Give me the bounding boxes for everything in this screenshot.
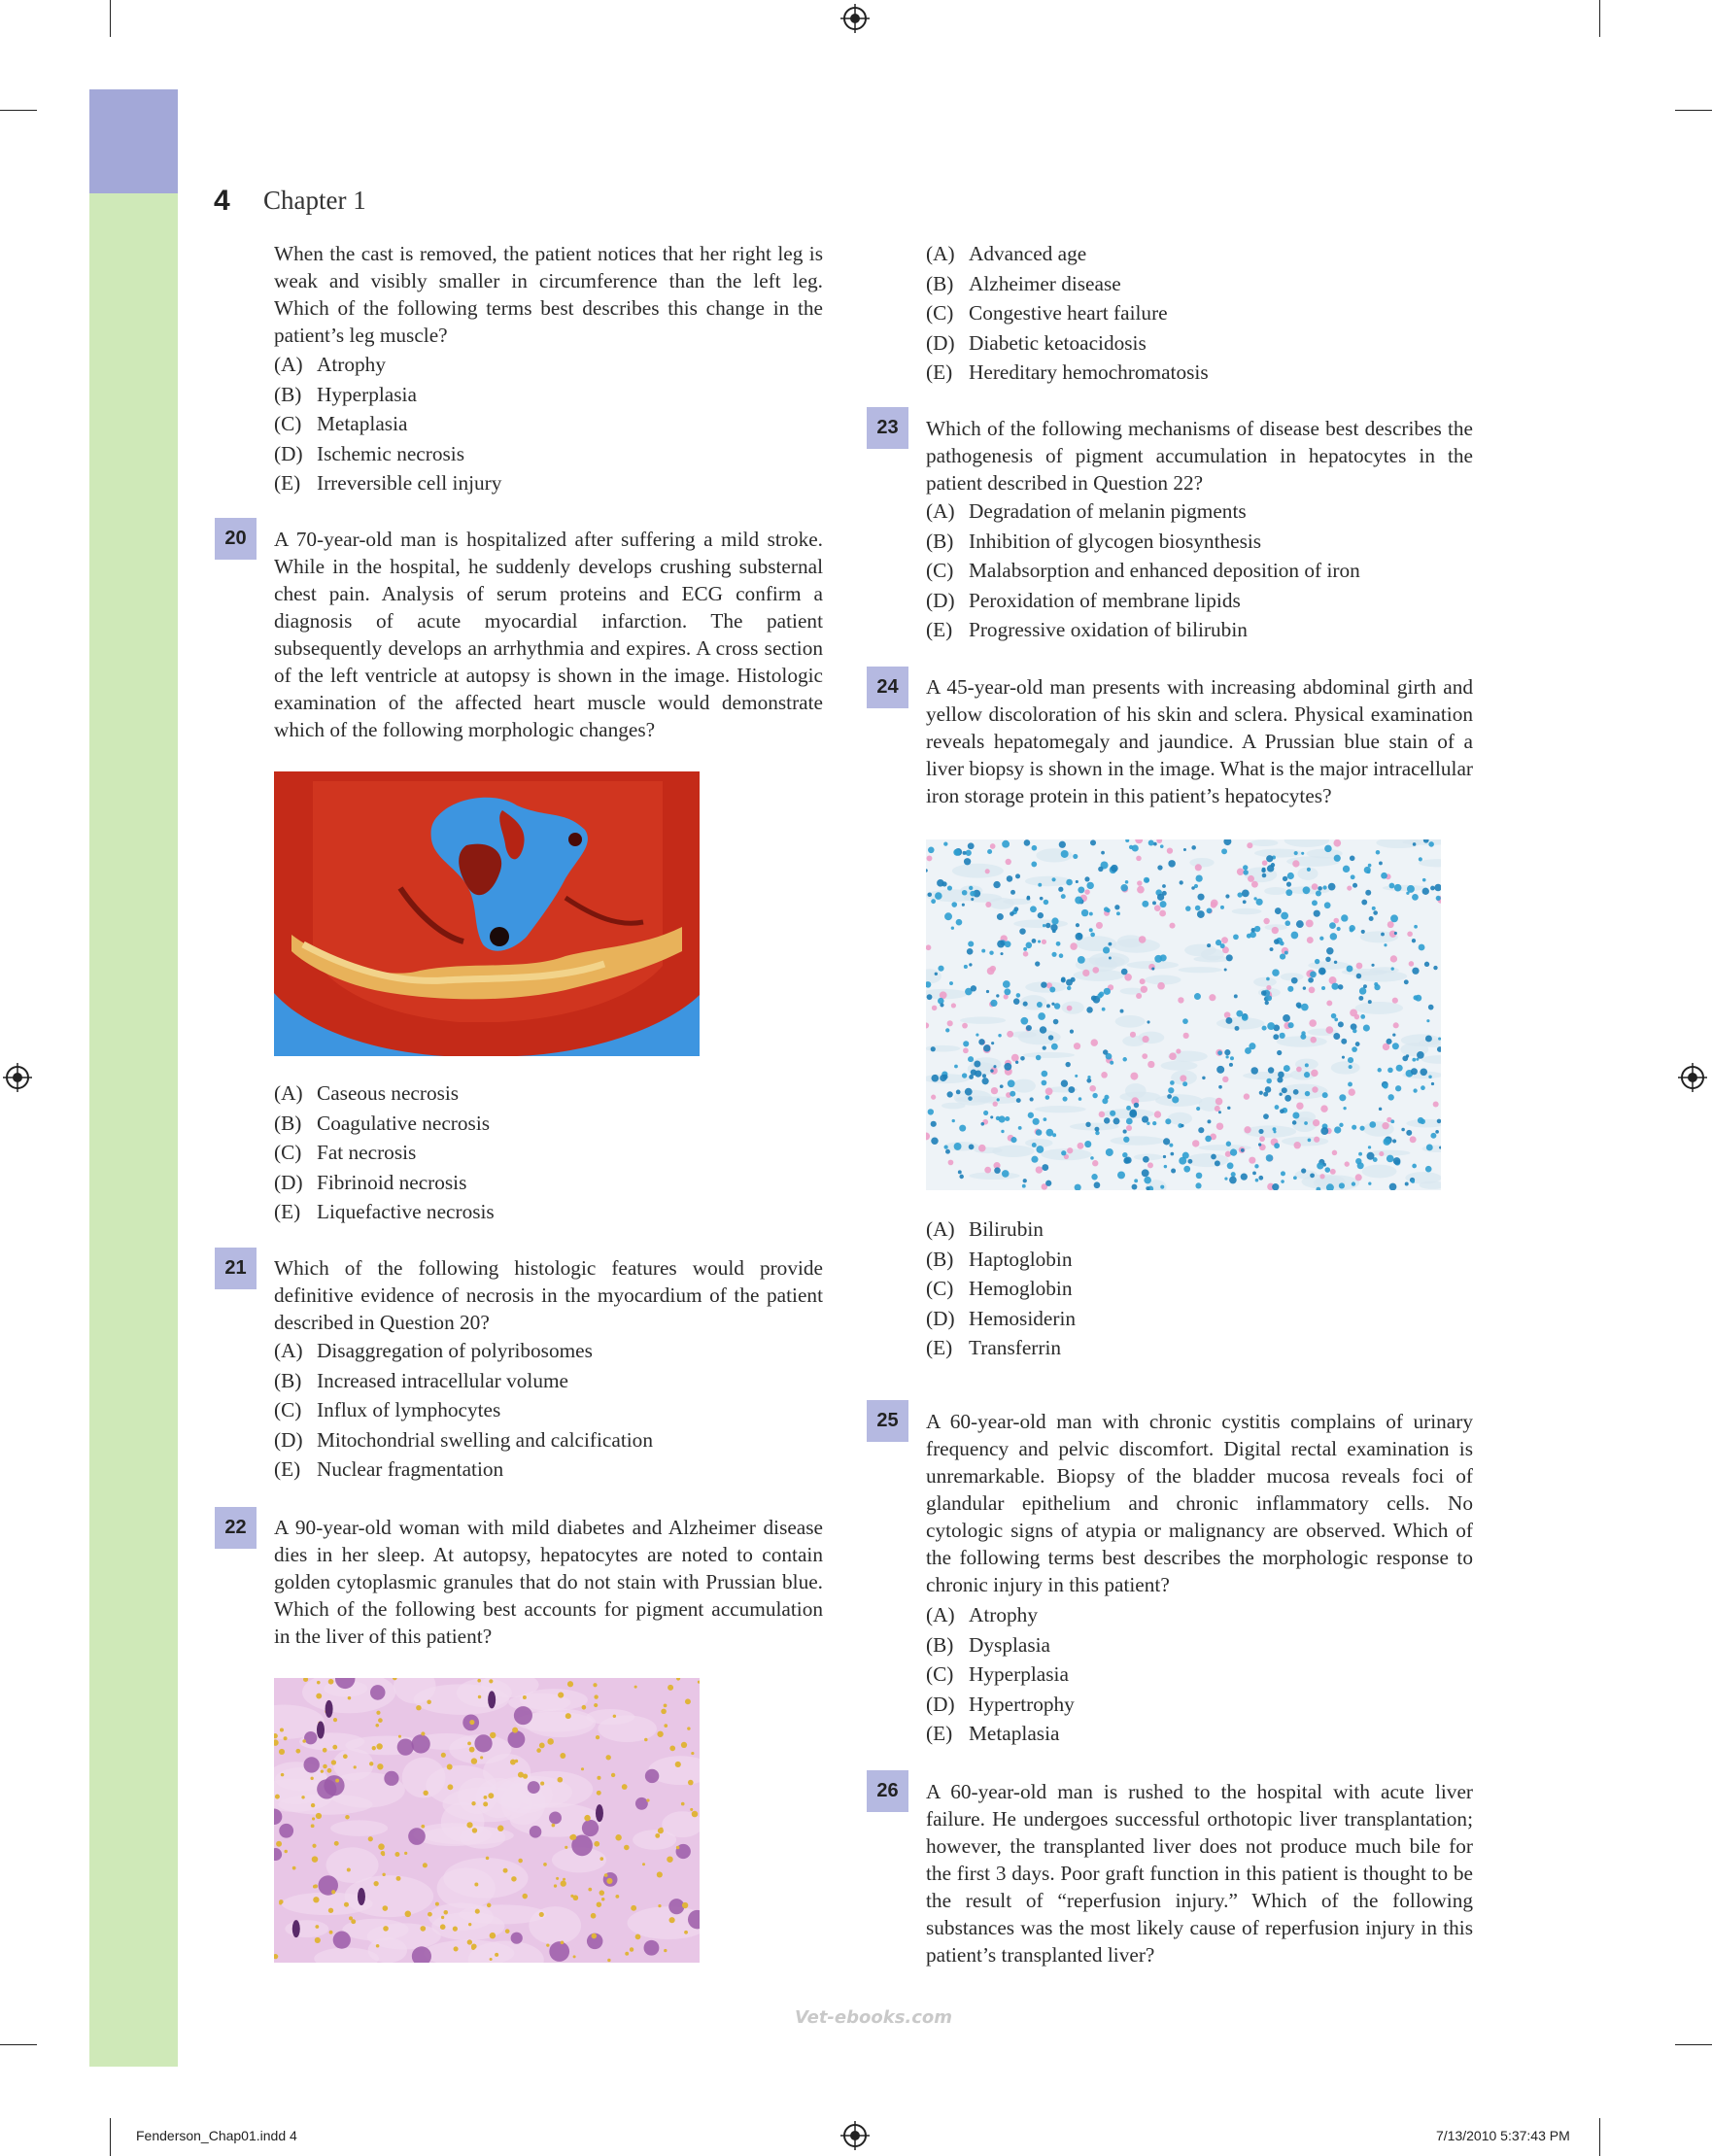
option-text: Liquefactive necrosis	[317, 1200, 495, 1223]
option-text: Malabsorption and enhanced deposition of iron	[969, 559, 1360, 582]
crop-mark	[0, 2044, 37, 2045]
option-letter: (A)	[274, 353, 303, 376]
option-letter: (A)	[926, 1217, 955, 1241]
option-letter: (B)	[926, 1247, 954, 1271]
option-letter: (C)	[274, 1141, 302, 1164]
question-19-options	[274, 350, 501, 498]
option-letter: (D)	[274, 1427, 303, 1452]
option-letter: (D)	[926, 588, 955, 612]
option-letter: (D)	[926, 330, 955, 355]
registration-mark-icon	[840, 2121, 870, 2150]
question-19-stem: When the cast is removed, the patient notices that her right leg is weak and visibly smaller in circumference than the left leg. Which of the following terms best describes this change in the patient’s leg muscle?	[274, 242, 823, 347]
option-letter: (C)	[926, 1277, 954, 1300]
option-letter: (E)	[274, 471, 301, 495]
answer-option	[926, 269, 1209, 299]
question-22-stem: A 90-year-old woman with mild diabetes and Alzheimer disease dies in her sleep. At autopsy, hepatocytes are noted to contain golden cytoplasmic granules that do not stain with Prussian blue. Which of the following best accounts for pigment accumulation in the liver of this patient?	[274, 1516, 823, 1648]
question-20-options	[274, 1078, 495, 1227]
answer-option	[926, 1333, 1076, 1363]
answer-option	[926, 358, 1209, 388]
crop-mark	[0, 110, 37, 111]
question-21-stem: Which of the following histologic features would provide definitive evidence of necrosis in the myocardium of the patient described in Question 20?	[274, 1256, 823, 1334]
option-letter: (D)	[926, 1306, 955, 1330]
option-letter: (E)	[926, 1722, 953, 1745]
option-letter: (E)	[274, 1200, 301, 1223]
option-text: Nuclear fragmentation	[317, 1457, 504, 1481]
option-text: Atrophy	[317, 353, 386, 376]
option-letter: (E)	[926, 360, 953, 384]
option-letter: (B)	[274, 1111, 302, 1135]
chapter-tab-bar	[89, 89, 178, 193]
option-text: Mitochondrial swelling and calcification	[317, 1427, 653, 1452]
answer-option	[274, 1138, 495, 1168]
answer-option	[926, 298, 1209, 328]
question-number-badge: 21	[215, 1248, 257, 1289]
answer-option	[274, 380, 501, 410]
option-text: Diabetic ketoacidosis	[969, 330, 1147, 355]
option-text: Ischemic necrosis	[317, 441, 464, 465]
answer-option	[274, 1454, 653, 1485]
option-letter: (C)	[274, 1398, 302, 1421]
question-number-badge: 20	[215, 518, 257, 560]
answer-option	[926, 1304, 1076, 1334]
option-letter: (E)	[274, 1457, 301, 1481]
option-text: Metaplasia	[969, 1722, 1060, 1745]
answer-option	[274, 468, 501, 498]
crop-mark	[1675, 2044, 1712, 2045]
option-letter: (E)	[926, 1336, 953, 1359]
answer-option	[926, 1600, 1075, 1630]
answer-option	[274, 1197, 495, 1227]
answer-option	[926, 586, 1360, 616]
answer-option	[274, 1425, 653, 1455]
option-text: Peroxidation of membrane lipids	[969, 588, 1241, 612]
crop-mark	[1675, 110, 1712, 111]
option-text: Atrophy	[969, 1603, 1038, 1626]
option-text: Coagulative necrosis	[317, 1111, 491, 1135]
registration-mark-icon	[3, 1063, 32, 1092]
option-text: Hemoglobin	[969, 1277, 1073, 1300]
registration-mark-icon	[1678, 1063, 1707, 1092]
option-letter: (C)	[274, 412, 302, 435]
prussian-blue-stain-image	[926, 839, 1441, 1190]
question-number-badge: 22	[215, 1507, 257, 1549]
question-number-badge: 23	[867, 407, 908, 449]
crop-mark	[1599, 0, 1600, 37]
question-25-options	[926, 1600, 1075, 1749]
answer-option	[274, 350, 501, 380]
option-text: Increased intracellular volume	[317, 1368, 568, 1392]
footer-file-name: Fenderson_Chap01.indd 4	[136, 2128, 297, 2143]
option-letter: (A)	[926, 1603, 955, 1626]
option-letter: (B)	[274, 1368, 302, 1392]
option-text: Disaggregation of polyribosomes	[317, 1339, 593, 1362]
answer-option	[926, 1719, 1075, 1749]
option-letter: (B)	[926, 271, 954, 295]
option-text: Hyperplasia	[969, 1662, 1069, 1686]
option-letter: (E)	[926, 618, 953, 641]
question-24-stem: A 45-year-old man presents with increasing abdominal girth and yellow discoloration of his skin and sclera. Physical examination reveals hepatomegaly and jaundice. A Prussian blue stain of a liver biopsy is shown in the image. What is the major intracellular iron storage protein in this patient’s hepatocytes?	[926, 675, 1473, 807]
question-22-options	[926, 239, 1209, 388]
question-21-options	[274, 1336, 653, 1485]
option-text: Irreversible cell injury	[317, 471, 502, 495]
option-letter: (A)	[274, 1339, 303, 1362]
question-number-badge: 24	[867, 667, 908, 708]
answer-option	[926, 1245, 1076, 1275]
option-text: Hemosiderin	[969, 1306, 1077, 1330]
option-text: Advanced age	[969, 242, 1087, 265]
option-letter: (D)	[926, 1692, 955, 1716]
watermark: Vet-ebooks.com	[795, 2007, 953, 2028]
question-26-stem: A 60-year-old man is rushed to the hospital with acute liver failure. He undergoes successful orthotopic liver transplantation; however, the transplanted liver does not produce much bile for the first 3 days. Poor graft function in this patient is thought to be the result of “reperfusion injury.” Which of the following substances was the most likely cause of reperfusion injury in this patient’s transplanted liver?	[926, 1780, 1473, 1967]
answer-option	[274, 1109, 495, 1139]
option-text: Influx of lymphocytes	[317, 1398, 501, 1421]
option-letter: (A)	[926, 242, 955, 265]
option-letter: (C)	[926, 1662, 954, 1686]
question-20-stem: A 70-year-old man is hospitalized after suffering a mild stroke. While in the hospital, he suddenly develops crushing substernal chest pain. Analysis of serum proteins and ECG confirm a diagnosis of acute myocardial infarction. The patient subsequently develops an arrhythmia and expires. A cross section of the left ventricle at autopsy is shown in the image. Histologic examination of the affected heart muscle would demonstrate which of the following morphologic changes?	[274, 528, 823, 741]
option-text: Hypertrophy	[969, 1692, 1075, 1716]
question-24-options	[926, 1215, 1076, 1363]
answer-option	[274, 1168, 495, 1198]
answer-option	[926, 328, 1209, 359]
option-text: Alzheimer disease	[969, 271, 1121, 295]
option-text: Fat necrosis	[317, 1141, 417, 1164]
option-text: Haptoglobin	[969, 1247, 1073, 1271]
option-letter: (B)	[926, 529, 954, 553]
question-number-badge: 26	[867, 1770, 908, 1812]
answer-option	[926, 1274, 1076, 1304]
chapter-title: Chapter 1	[263, 186, 366, 215]
option-letter: (C)	[926, 559, 954, 582]
option-text: Hereditary hemochromatosis	[969, 360, 1209, 384]
answer-option	[274, 439, 501, 469]
option-letter: (A)	[926, 499, 955, 523]
answer-option	[274, 1336, 653, 1366]
answer-option	[926, 527, 1360, 557]
question-23-stem: Which of the following mechanisms of disease best describes the pathogenesis of pigment accumulation in hepatocytes in the patient described in Question 22?	[926, 417, 1473, 495]
crop-mark	[110, 0, 111, 37]
option-text: Bilirubin	[969, 1217, 1044, 1241]
answer-option	[274, 1078, 495, 1109]
option-letter: (B)	[274, 382, 302, 406]
crop-mark	[1599, 2118, 1600, 2156]
margin-color-bar	[89, 193, 178, 2067]
option-letter: (D)	[274, 1170, 303, 1194]
answer-option	[926, 1630, 1075, 1660]
option-text: Transferrin	[969, 1336, 1062, 1359]
footer-timestamp: 7/13/2010 5:37:43 PM	[1436, 2128, 1570, 2143]
option-text: Congestive heart failure	[969, 301, 1168, 325]
answer-option	[926, 496, 1360, 527]
answer-option	[274, 409, 501, 439]
answer-option	[926, 556, 1360, 586]
option-letter: (C)	[926, 301, 954, 325]
option-text: Progressive oxidation of bilirubin	[969, 618, 1248, 641]
option-text: Degradation of melanin pigments	[969, 499, 1247, 523]
option-text: Hyperplasia	[317, 382, 417, 406]
option-text: Inhibition of glycogen biosynthesis	[969, 529, 1262, 553]
question-23-options	[926, 496, 1360, 645]
question-25-stem: A 60-year-old man with chronic cystitis complains of urinary frequency and pelvic discomfort. Digital rectal examination is unremarkable. Biopsy of the bladder mucosa reveals foci of glandular epithelium and chronic inflammatory cells. No cytologic signs of atypia or malignancy are observed. Which of the following terms best describes the morphologic response to chronic injury in this patient?	[926, 1410, 1473, 1596]
option-text: Caseous necrosis	[317, 1081, 460, 1105]
answer-option	[926, 1660, 1075, 1690]
crop-mark	[110, 2118, 111, 2156]
option-text: Metaplasia	[317, 412, 408, 435]
answer-option	[926, 239, 1209, 269]
heart-cross-section-image	[274, 771, 700, 1056]
liver-histology-image	[274, 1678, 700, 1963]
option-letter: (D)	[274, 441, 303, 465]
option-text: Dysplasia	[969, 1632, 1050, 1657]
answer-option	[926, 615, 1360, 645]
option-letter: (A)	[274, 1081, 303, 1105]
option-text: Fibrinoid necrosis	[317, 1170, 467, 1194]
page-number: 4	[214, 185, 230, 217]
registration-mark-icon	[840, 4, 870, 33]
answer-option	[926, 1690, 1075, 1720]
answer-option	[274, 1366, 653, 1396]
answer-option	[274, 1395, 653, 1425]
answer-option	[926, 1215, 1076, 1245]
option-letter: (B)	[926, 1632, 954, 1657]
question-number-badge: 25	[867, 1400, 908, 1442]
